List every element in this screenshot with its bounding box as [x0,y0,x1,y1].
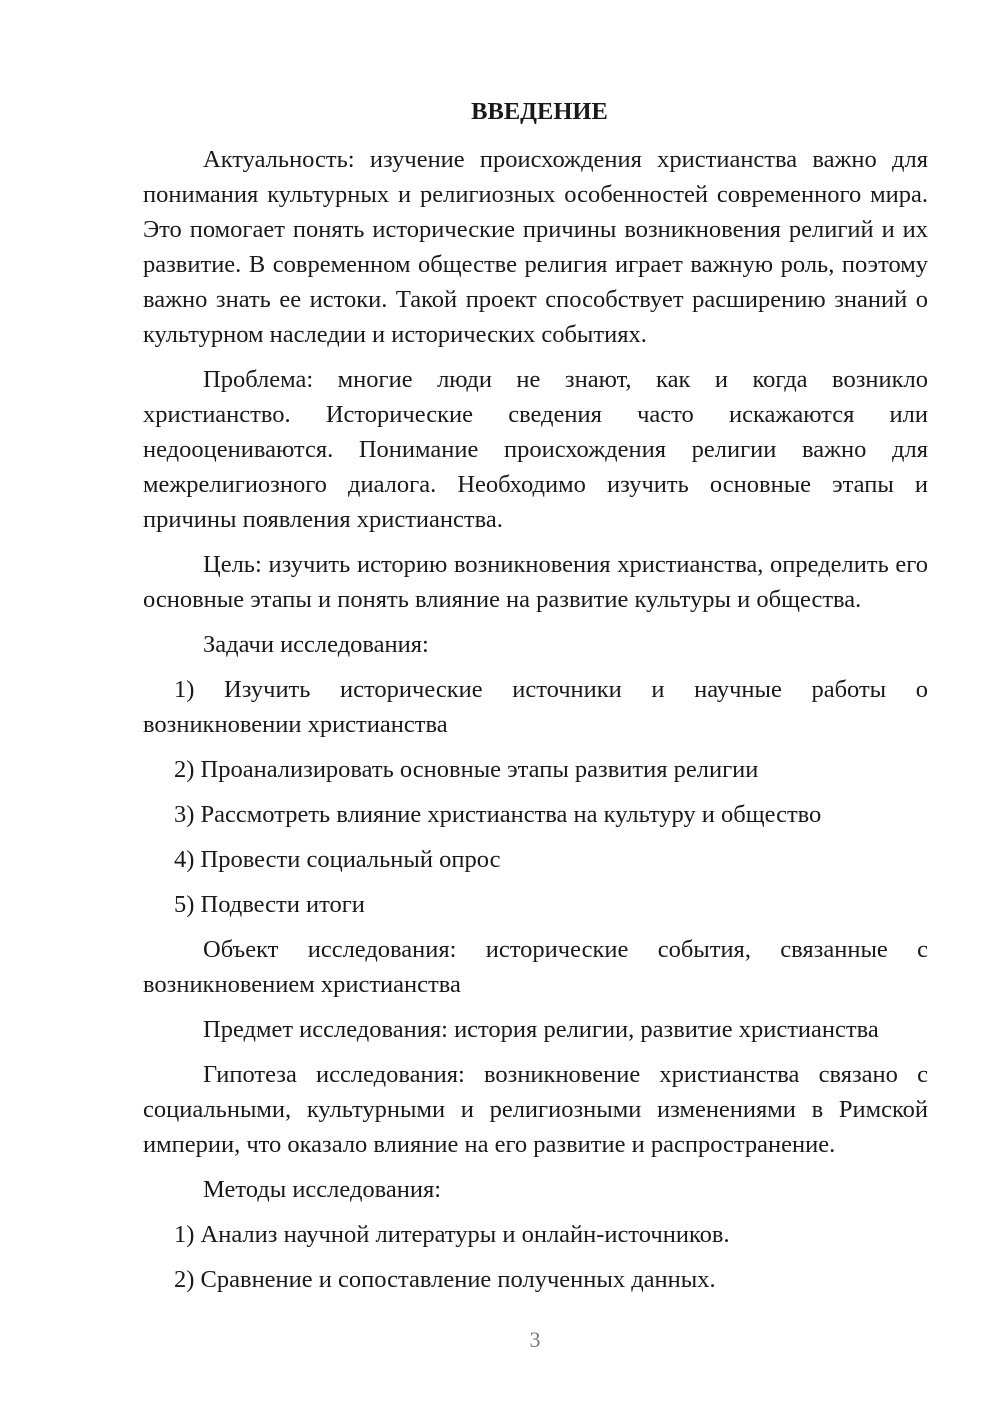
page-content [143,95,928,1297]
problem-paragraph: Проблема: многие люди не знают, как и когда возникло христианство. Исторические сведения часто искажаются или недооцениваются. Понимание происхождения религии важно для межрелигиозного диалога. Необходимо изучить основные этапы и причины появления христианства. [143,366,928,533]
method-item-1: 1) Анализ научной литературы и онлайн-источников. [174,1221,730,1248]
hypothesis-paragraph: Гипотеза исследования: возникновение христианства связано с социальными, культурными и религиозными изменениями в Римской империи, что оказало влияние на его развитие и распространение. [143,1061,928,1158]
task-item-4: 4) Провести социальный опрос [174,846,501,873]
section-title: ВВЕДЕНИЕ [471,98,608,125]
subject-paragraph: Предмет исследования: история религии, развитие христианства [203,1016,879,1043]
object-paragraph: Объект исследования: исторические события, связанные с возникновением христианства [143,936,928,998]
task-item-1: 1) Изучить исторические источники и научные работы о возникновении христианства [143,676,928,738]
relevance-paragraph: Актуальность: изучение происхождения христианства важно для понимания культурных и религиозных особенностей современного мира. Это помогает понять исторические причины возникновения религий и их развитие. В современном обществе религия играет важную роль, поэтому важно знать ее истоки. Такой проект способствует расширению знаний о культурном наследии и исторических событиях. [143,146,928,348]
methods-heading: Методы исследования: [203,1176,442,1203]
page-number: 3 [529,1327,541,1352]
task-item-3: 3) Рассмотреть влияние христианства на культуру и общество [174,801,822,828]
method-item-2: 2) Сравнение и сопоставление полученных данных. [174,1266,716,1293]
task-item-2: 2) Проанализировать основные этапы развития религии [174,756,759,783]
goal-paragraph: Цель: изучить историю возникновения христианства, определить его основные этапы и понять влияние на развитие культуры и общества. [143,551,928,613]
task-item-5: 5) Подвести итоги [174,891,365,918]
tasks-heading: Задачи исследования: [203,631,429,658]
